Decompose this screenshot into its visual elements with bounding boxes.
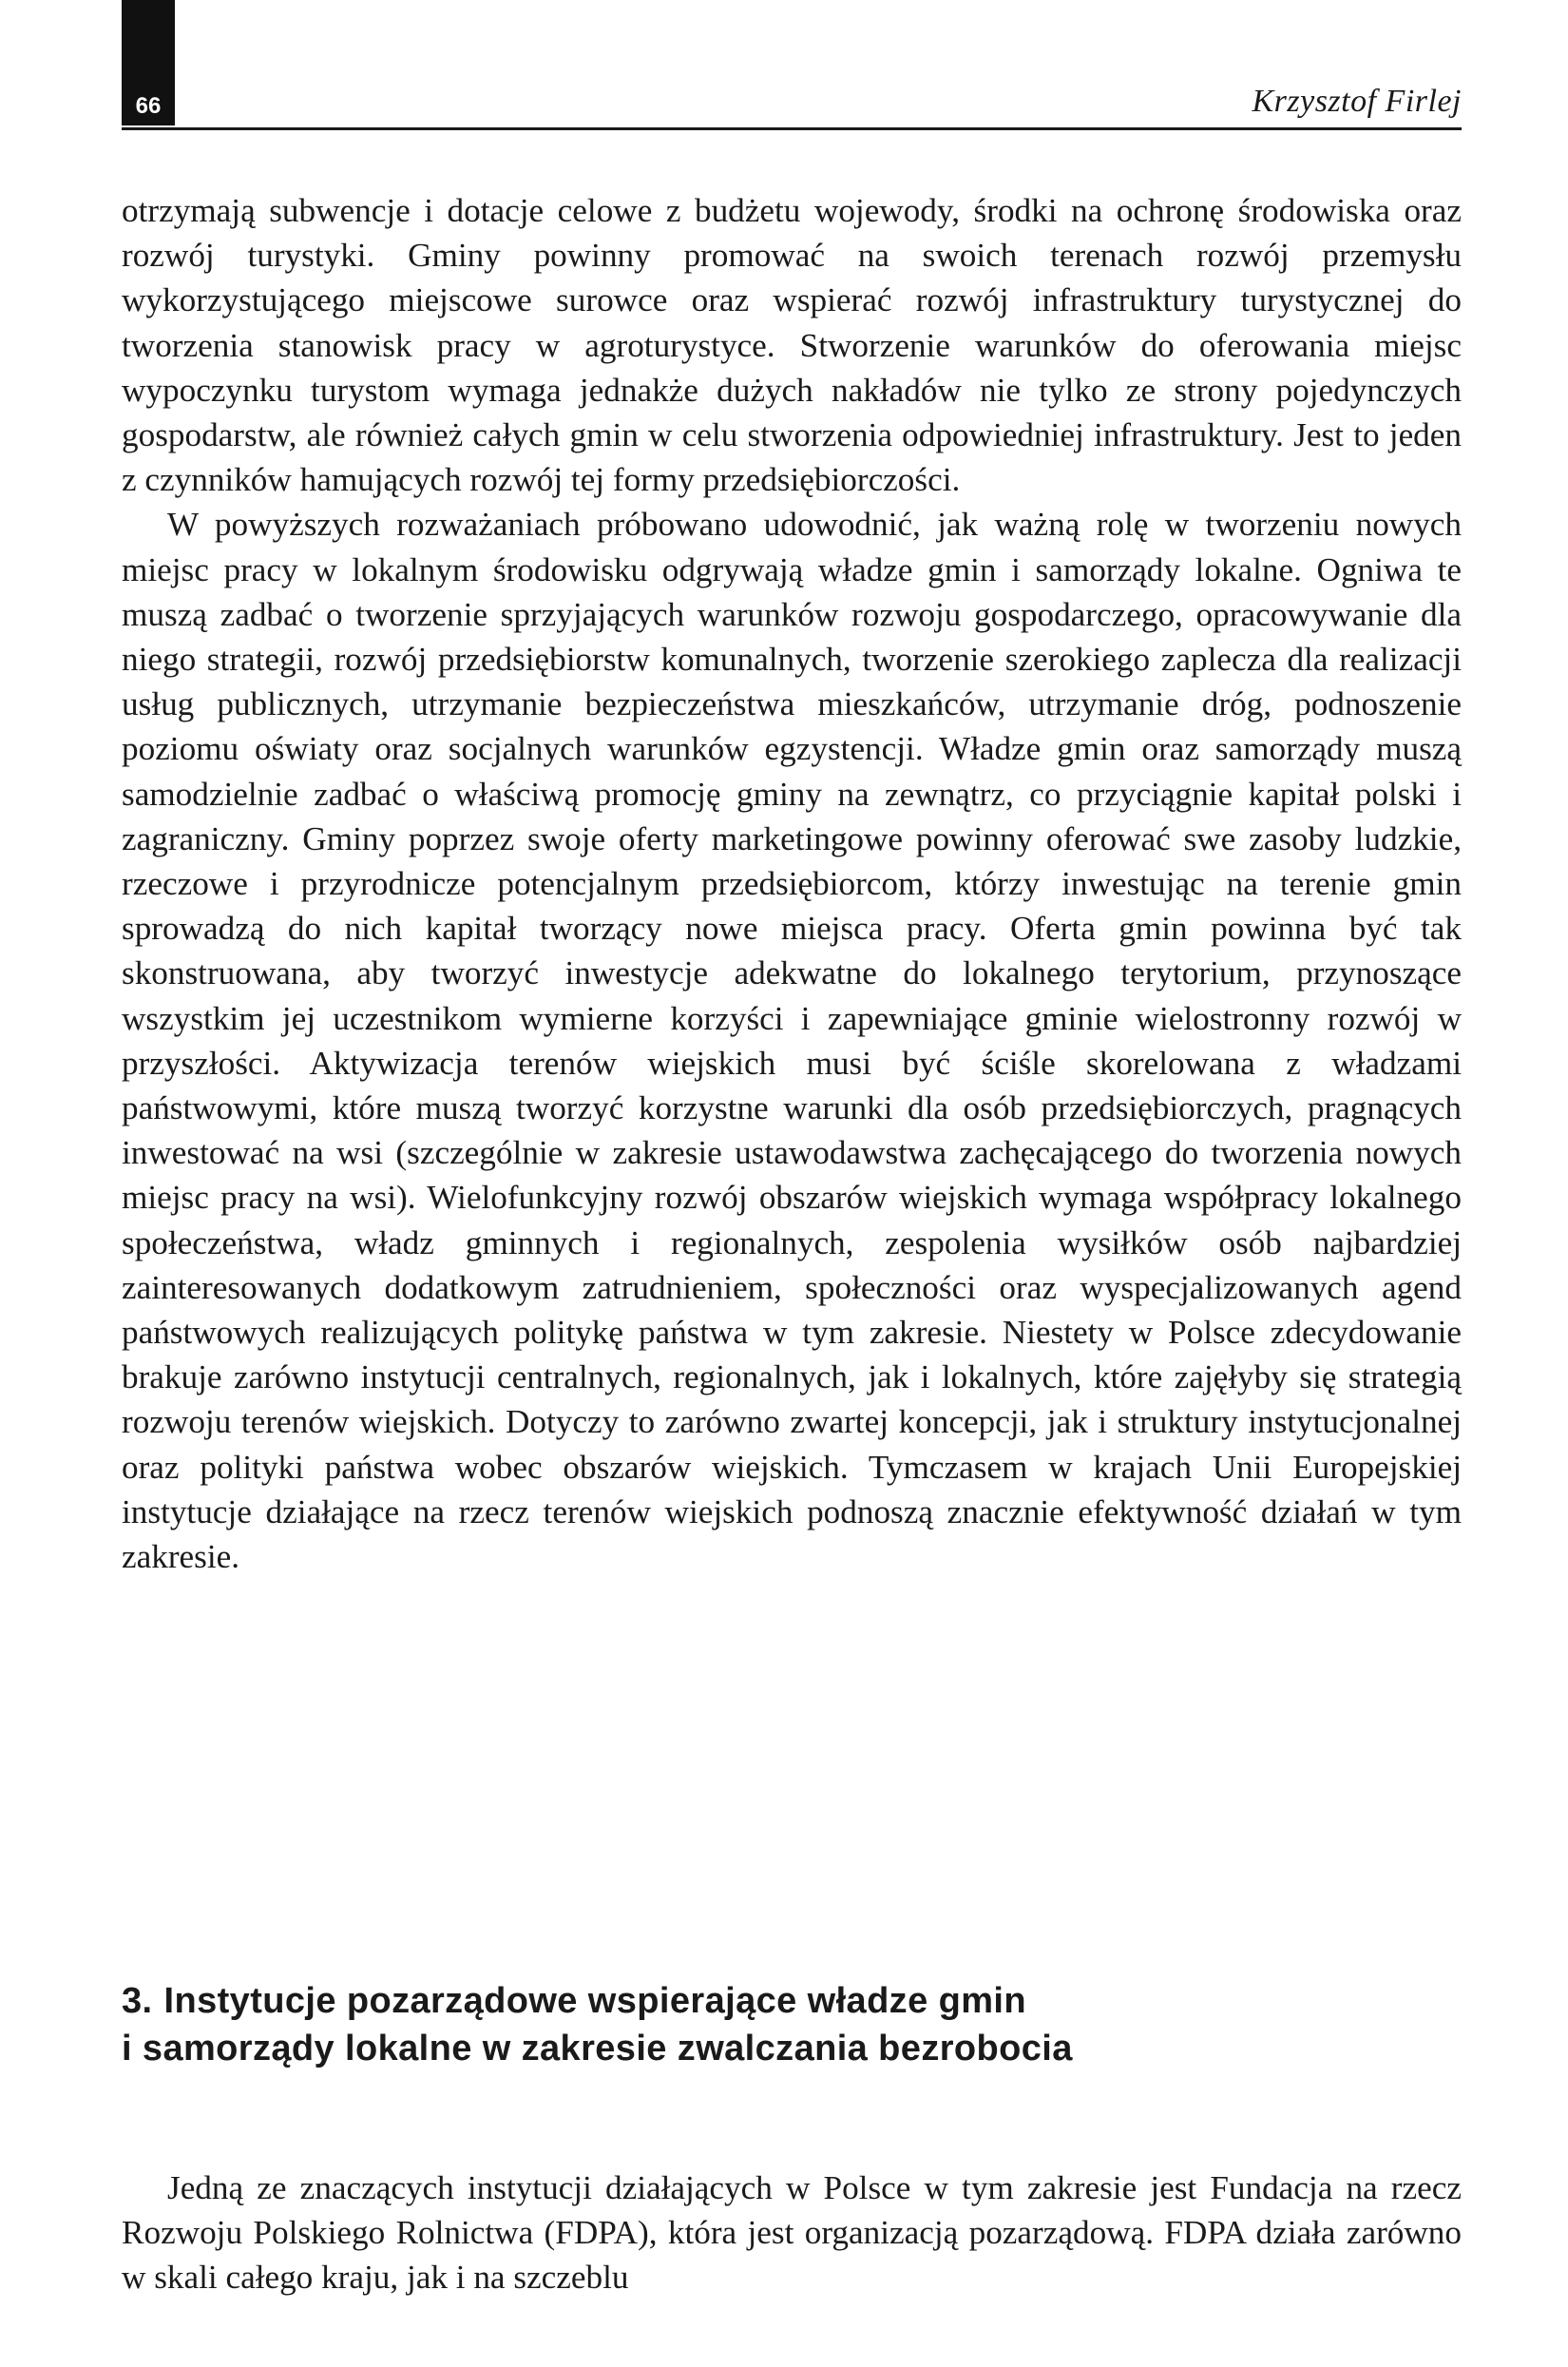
paragraph-1: otrzymają subwencje i dotacje celowe z budżetu wojewody, środki na ochronę środowiska oraz rozwój turystyki. Gminy powinny promować na swoich terenach rozwój przemysłu wykorzystującego miejscowe surowce oraz wspierać rozwój infrastruktury turystycznej do tworzenia stanowisk pracy w agroturystyce. Stworzenie warunków do oferowania miejsc wypoczynku turystom wymaga jednakże dużych nakładów nie tylko ze strony pojedynczych gospodarstw, ale również całych gmin w celu stworzenia odpowiedniej infrastruktury. Jest to jeden z czynników hamujących rozwój tej formy przedsiębiorczości. [122, 192, 1462, 499]
section-heading [122, 1977, 1462, 2072]
section-number: 3. [122, 1981, 153, 2021]
paragraph-2: W powyższych rozważaniach próbowano udowodnić, jak ważną rolę w tworzeniu nowych miejsc pracy w lokalnym środowisku odgrywają władze gmin i samorządy lokalne. Ogniwa te muszą zadbać o tworzenie sprzyjających warunków rozwoju gospodarczego, opracowywanie dla niego strategii, rozwój przedsiębiorstw komunalnych, tworzenie szerokiego zaplecza dla realizacji usług publicznych, utrzymanie bezpieczeństwa mieszkańców, utrzymanie dróg, podnoszenie poziomu oświaty oraz socjalnych warunków egzystencji. Władze gmin oraz samorządy muszą samodzielnie zadbać o właściwą promocję gminy na zewnątrz, co przyciągnie kapitał polski i zagraniczny. Gminy poprzez swoje oferty marketingowe powinny oferować swe zasoby ludzkie, rzeczowe i przyrodnicze potencjalnym przedsiębiorcom, którzy inwestując na terenie gmin sprowadzą do nich kapitał tworzący nowe miejsca pracy. Oferta gmin powinna być tak skonstruowana, aby tworzyć inwestycje adekwatne do lokalnego terytorium, przynoszące wszystkim jej uczestnikom wymierne korzyści i zapewniające gminie wielostronny rozwój w przyszłości. Aktywizacja terenów wiejskich musi być ściśle skorelowana z władzami państwowymi, które muszą tworzyć korzystne warunki dla osób przedsiębiorczych, pragnących inwestować na wsi (szczególnie w zakresie ustawodawstwa zachęcającego do tworzenia nowych miejsc pracy na wsi). Wielofunkcyjny rozwój obszarów wiejskich wymaga współpracy lokalnego społeczeństwa, władz gminnych i regionalnych, zespolenia wysiłków osób najbardziej zainteresowanych dodatkowym zatrudnieniem, społeczności oraz wyspecjalizowanych agend państwowych realizujących politykę państwa w tym zakresie. Niestety w Polsce zdecydowanie brakuje zarówno instytucji centralnych, regionalnych, jak i lokalnych, które zajęłyby się strategią rozwoju terenów wiejskich. Dotyczy to zarówno zwartej koncepcji, jak i struktury instytucjonalnej oraz polityki państwa wobec obszarów wiejskich. Tymczasem w krajach Unii Europejskiej instytucje działające na rzecz terenów wiejskich podnoszą znacznie efektywność działań w tym zakresie. [122, 506, 1462, 1576]
section-heading-line-1 [122, 1977, 1462, 2025]
running-head-author: Krzysztof Firlej [1252, 84, 1462, 119]
section-title-line-1: Instytucje pozarządowe wspierające władze gmin [163, 1981, 1026, 2021]
page-number: 66 [122, 0, 175, 125]
section-title-line-2: i samorządy lokalne w zakresie zwalczania bezrobocia [122, 2029, 1073, 2069]
page-header [122, 0, 1462, 130]
body-text [122, 188, 1462, 1579]
section-paragraph: Jedną ze znaczących instytucji działających w Polsce w tym zakresie jest Fundacja na rzecz Rozwoju Polskiego Rolnictwa (FDPA), która jest organizacją pozarządową. FDPA działa zarówno w skali całego kraju, jak i na szczeblu [122, 2169, 1462, 2297]
